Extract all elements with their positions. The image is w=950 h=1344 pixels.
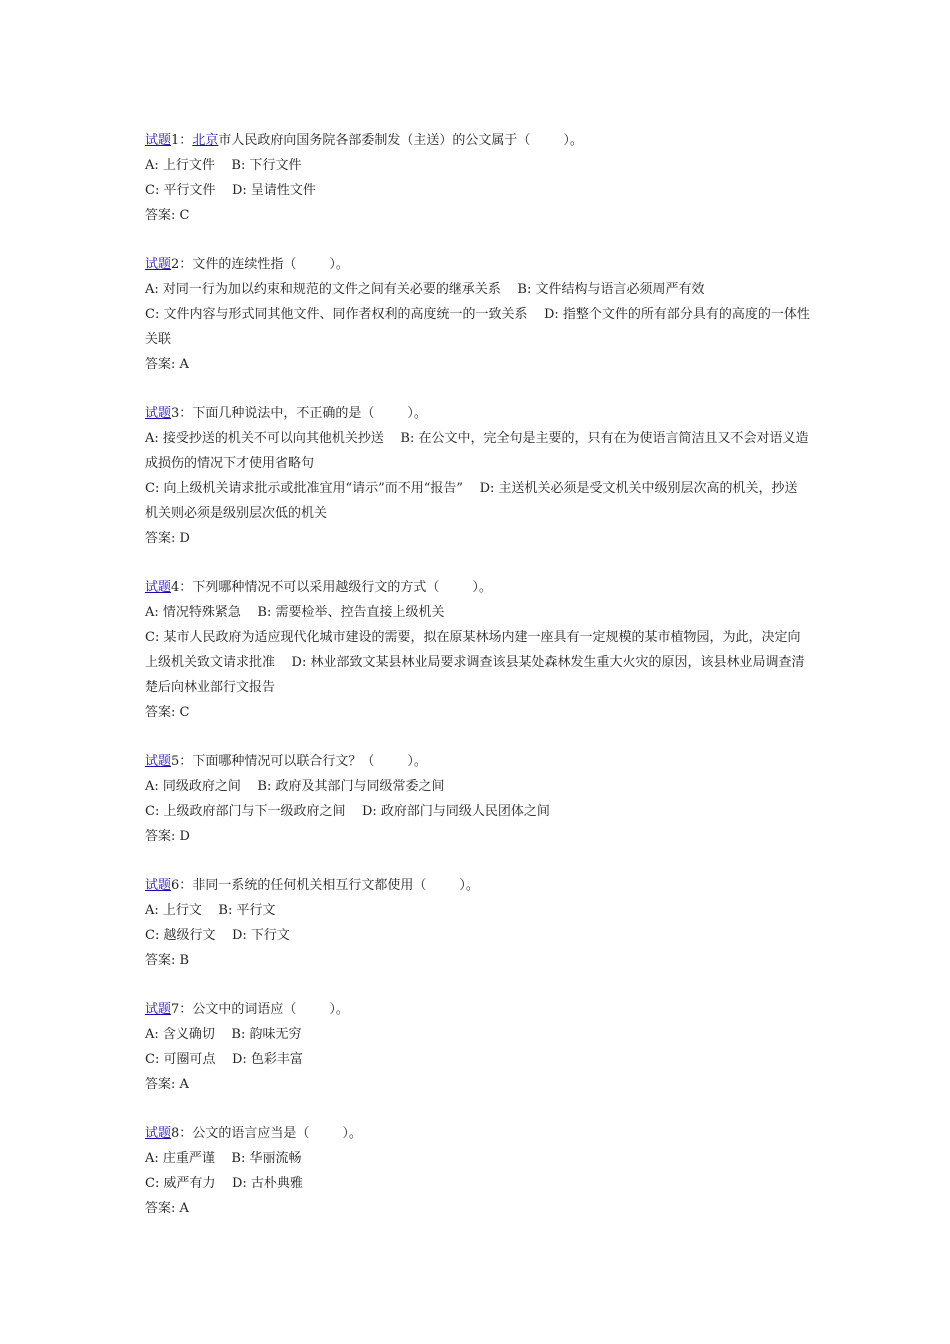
option-line: C: 某市人民政府为适应现代化城市建设的需要，拟在原某林场内建一座具有一定规模的某市植物园，为此，决定向上级机关致文请求批准 D: 林业部致文某县林业局要求调查该县某处森林发生重大火灾的原因，该县林业局调查清楚后向林业部行文报告	[145, 630, 805, 695]
option-line: C: 可圈可点 D: 色彩丰富	[145, 1052, 303, 1067]
option-line: C: 威严有力 D: 古朴典雅	[145, 1176, 303, 1191]
question-number: 3	[171, 406, 180, 421]
option-line: C: 文件内容与形式同其他文件、同作者权利的高度统一的一致关系 D: 指整个文件的所有部分具有的高度的一体性关联	[145, 307, 810, 347]
question-label-link[interactable]: 试题	[145, 257, 172, 272]
answer-line: 答案: C	[145, 208, 190, 223]
option-line: C: 平行文件 D: 呈请性文件	[145, 183, 316, 198]
question-text: 文件的连续性指（ ）。	[192, 257, 349, 272]
question-text: 非同一系统的任何机关相互行文都使用（ ）。	[192, 878, 479, 893]
option-line: A: 接受抄送的机关不可以向其他机关抄送 B: 在公文中，完全句是主要的，只有在为使语言简洁且又不会对语义造成损伤的情况下才使用省略句	[145, 431, 809, 471]
option-line: A: 同级政府之间 B: 政府及其部门与同级常委之间	[145, 779, 445, 794]
question-label-link[interactable]: 试题	[145, 1126, 172, 1141]
question-text: 下面哪种情况可以联合行文？（ ）。	[192, 754, 427, 769]
question-colon: ：	[179, 754, 193, 769]
question-colon: ：	[179, 133, 193, 148]
option-line: C: 向上级机关请求批示或批准宜用“请示”而不用“报告” D: 主送机关必须是受文机关中级别层次高的机关，抄送机关则必须是级别层次低的机关	[145, 481, 798, 521]
question-label-link[interactable]: 试题	[145, 754, 172, 769]
question-colon: ：	[179, 1002, 193, 1017]
question-colon: ：	[179, 580, 193, 595]
question-colon: ：	[179, 878, 193, 893]
question-stem	[145, 749, 810, 774]
option-line: C: 上级政府部门与下一级政府之间 D: 政府部门与同级人民团体之间	[145, 804, 550, 819]
question-stem	[145, 252, 810, 277]
question-text: 公文中的词语应（ ）。	[192, 1002, 349, 1017]
question-block	[145, 873, 810, 973]
question-block	[145, 997, 810, 1097]
answer-line: 答案: D	[145, 531, 190, 546]
question-label-link[interactable]: 试题	[145, 133, 172, 148]
option-line: A: 对同一行为加以约束和规范的文件之间有关必要的继承关系 B: 文件结构与语言必须周严有效	[145, 282, 705, 297]
question-stem	[145, 997, 810, 1022]
question-number: 4	[171, 580, 180, 595]
question-label-link[interactable]: 试题	[145, 580, 172, 595]
option-line: C: 越级行文 D: 下行文	[145, 928, 290, 943]
question-number: 5	[171, 754, 180, 769]
option-line: A: 上行文件 B: 下行文件	[145, 158, 302, 173]
question-number: 2	[171, 257, 180, 272]
question-text: 下面几种说法中，不正确的是（ ）。	[192, 406, 427, 421]
question-label-link[interactable]: 试题	[145, 406, 172, 421]
question-text: 公文的语言应当是（ ）。	[192, 1126, 362, 1141]
question-stem	[145, 873, 810, 898]
question-block	[145, 1121, 810, 1221]
question-colon: ：	[179, 406, 193, 421]
question-block	[145, 128, 810, 228]
question-block	[145, 401, 810, 551]
option-line: A: 上行文 B: 平行文	[145, 903, 276, 918]
answer-line: 答案: D	[145, 829, 190, 844]
question-number: 1	[171, 133, 180, 148]
option-line: A: 情况特殊紧急 B: 需要检举、控告直接上级机关	[145, 605, 445, 620]
question-block	[145, 575, 810, 725]
answer-line: 答案: C	[145, 705, 190, 720]
question-number: 7	[171, 1002, 180, 1017]
question-stem	[145, 575, 810, 600]
question-text: 下列哪种情况不可以采用越级行文的方式（ ）。	[192, 580, 492, 595]
answer-line: 答案: B	[145, 953, 190, 968]
question-colon: ：	[179, 257, 193, 272]
question-text: 市人民政府向国务院各部委制发（主送）的公文属于（ ）。	[218, 133, 583, 148]
option-line: A: 庄重严谨 B: 华丽流畅	[145, 1151, 302, 1166]
question-block	[145, 749, 810, 849]
question-colon: ：	[179, 1126, 193, 1141]
answer-line: 答案: A	[145, 1077, 189, 1092]
option-line: A: 含义确切 B: 韵味无穷	[145, 1027, 302, 1042]
question-label-link[interactable]: 试题	[145, 1002, 172, 1017]
question-stem	[145, 401, 810, 426]
question-block	[145, 252, 810, 377]
question-stem	[145, 128, 810, 153]
answer-line: 答案: A	[145, 357, 189, 372]
document-body	[145, 128, 810, 1245]
answer-line: 答案: A	[145, 1201, 189, 1216]
stem-keyword-link[interactable]: 北京	[192, 133, 219, 148]
question-number: 8	[171, 1126, 180, 1141]
question-label-link[interactable]: 试题	[145, 878, 172, 893]
question-number: 6	[171, 878, 180, 893]
question-stem	[145, 1121, 810, 1146]
